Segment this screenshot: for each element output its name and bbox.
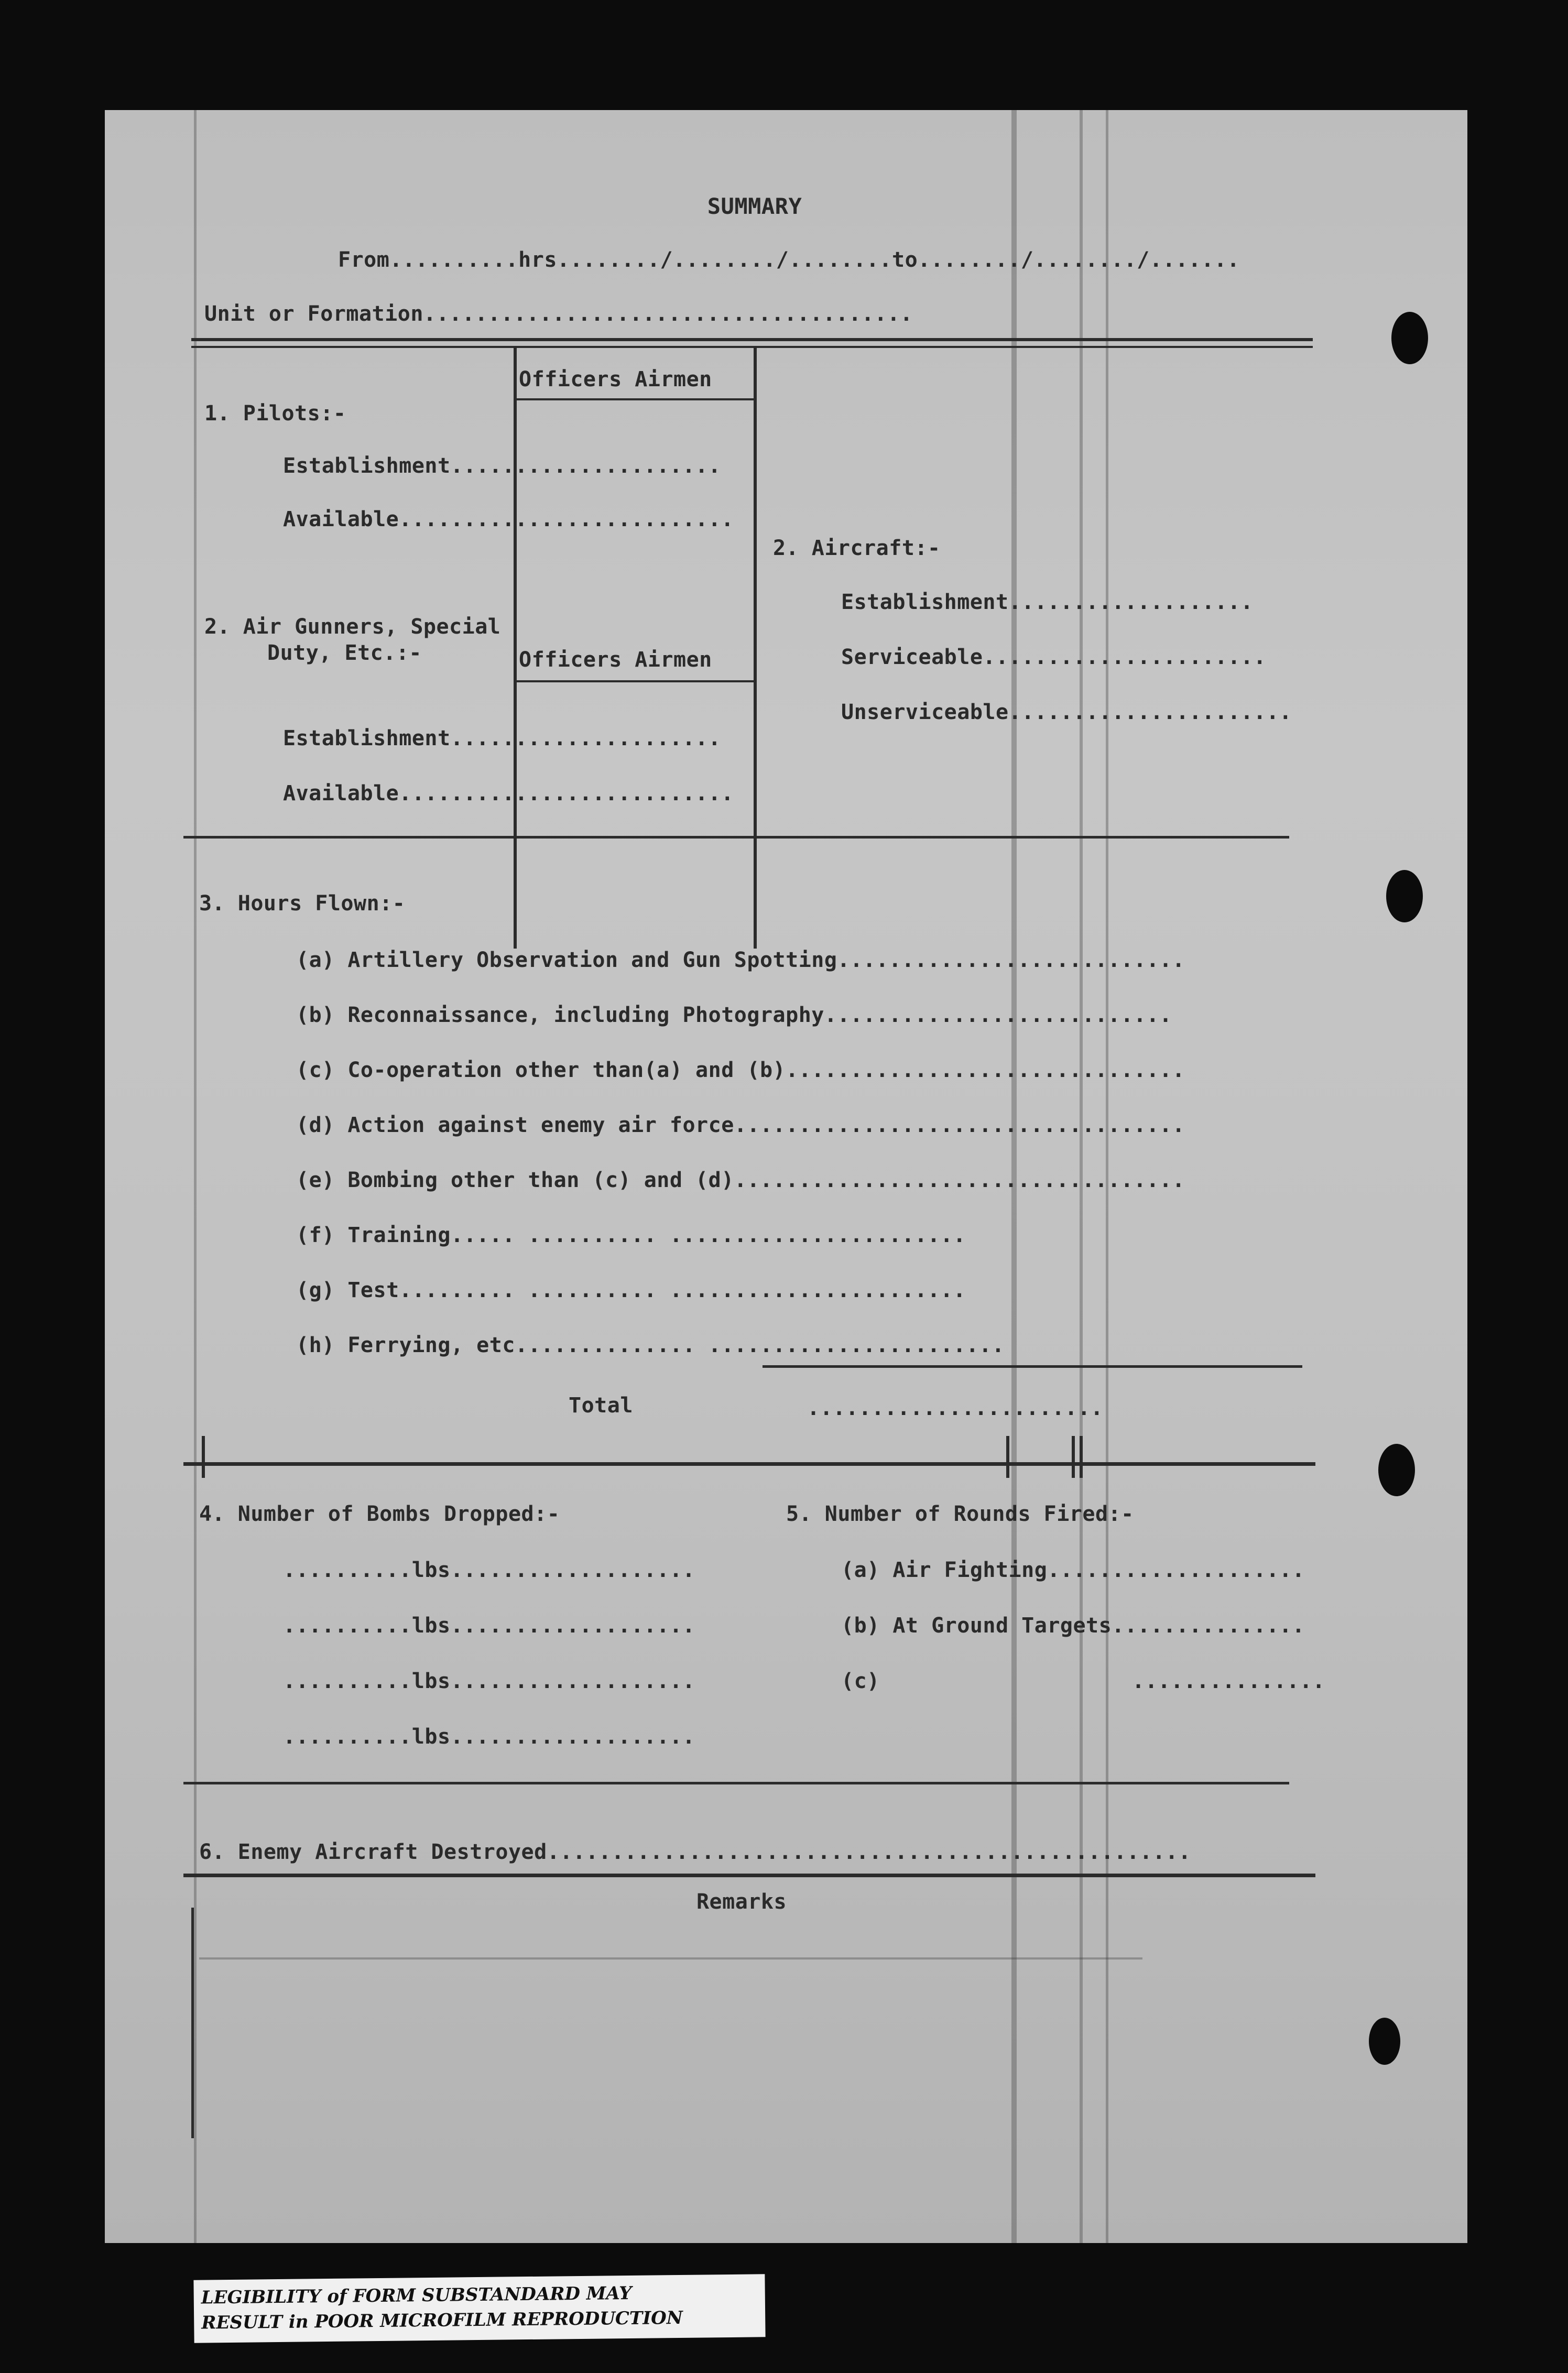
scan-artifact-line <box>194 110 197 2243</box>
remarks-faint-rule <box>199 1957 1142 1960</box>
section-rule <box>183 1782 1289 1784</box>
bombs-row: ..........lbs................... <box>283 1725 695 1749</box>
gunners-available: Available.......................... <box>283 781 734 805</box>
microfilm-legibility-note <box>193 2274 765 2343</box>
hours-item-h: (h) Ferrying, etc.............. ....................... <box>296 1333 1005 1357</box>
pilots-establishment: Establishment..................... <box>283 454 721 478</box>
rounds-ground-targets: (b) At Ground Targets............... <box>841 1614 1305 1638</box>
hours-item-b: (b) Reconnaissance, including Photography........................... <box>296 1003 1172 1027</box>
total-rule <box>763 1365 1302 1368</box>
bombs-row: ..........lbs................... <box>283 1558 695 1582</box>
pilots-heading: 1. Pilots:- <box>204 401 346 426</box>
personnel-box-right <box>754 346 757 949</box>
hours-flown-heading: 3. Hours Flown:- <box>199 891 406 916</box>
gunners-establishment: Establishment..................... <box>283 726 721 750</box>
bombs-heading: 4. Number of Bombs Dropped:- <box>199 1502 560 1526</box>
section-rule <box>183 1462 1315 1466</box>
personnel-box-left <box>514 346 517 949</box>
rounds-other-dots: ............... <box>1132 1669 1325 1693</box>
binder-hole <box>1386 870 1423 922</box>
unit-line: Unit or Formation...................................... <box>204 302 913 326</box>
bombs-row: ..........lbs................... <box>283 1669 695 1693</box>
tick-mark <box>1072 1436 1075 1478</box>
remarks-margin-line <box>191 1908 194 2138</box>
hours-item-e: (e) Bombing other than (c) and (d)................................... <box>296 1168 1185 1192</box>
gunners-heading: 2. Air Gunners, Special <box>204 615 501 639</box>
form-page <box>105 110 1467 2243</box>
officers-airmen-header: Officers Airmen <box>519 367 712 391</box>
hours-item-d: (d) Action against enemy air force................................... <box>296 1113 1185 1137</box>
form-title: SUMMARY <box>707 193 802 219</box>
top-rule <box>191 346 1313 348</box>
section-rule <box>183 1874 1315 1877</box>
remarks-label: Remarks <box>696 1890 787 1914</box>
aircraft-serviceable: Serviceable...................... <box>841 645 1267 669</box>
microfilm-note-line2: RESULT in POOR MICROFILM REPRODUCTION <box>201 2307 683 2334</box>
hours-item-f: (f) Training..... .......... ....................... <box>296 1223 966 1247</box>
enemy-aircraft-line: 6. Enemy Aircraft Destroyed.................................................. <box>199 1840 1191 1864</box>
aircraft-heading: 2. Aircraft:- <box>773 536 941 560</box>
hours-item-a: (a) Artillery Observation and Gun Spotting........................... <box>296 948 1185 972</box>
binder-hole <box>1378 1444 1415 1496</box>
microfilm-note-line1: LEGIBILITY of FORM SUBSTANDARD MAY <box>201 2282 632 2309</box>
period-line: From..........hrs......../......../........to......../......../....... <box>338 248 1240 272</box>
section-rule <box>183 836 1289 839</box>
rounds-other-label: (c) <box>841 1669 880 1693</box>
rounds-air-fighting: (a) Air Fighting.................... <box>841 1558 1305 1582</box>
officers-header-rule <box>514 398 755 400</box>
binder-hole <box>1369 2018 1400 2065</box>
binder-hole <box>1391 312 1428 364</box>
total-dots: ....................... <box>807 1396 1104 1420</box>
officers-airmen-header: Officers Airmen <box>519 648 712 672</box>
tick-mark <box>202 1436 205 1478</box>
officers-header-rule <box>514 680 755 682</box>
tick-mark <box>1006 1436 1009 1478</box>
hours-item-g: (g) Test......... .......... ....................... <box>296 1278 966 1302</box>
aircraft-establishment: Establishment................... <box>841 590 1254 614</box>
tick-mark <box>1080 1436 1083 1478</box>
gunners-heading-cont: Duty, Etc.:- <box>267 641 422 665</box>
total-label: Total <box>569 1394 633 1418</box>
top-rule <box>191 338 1313 341</box>
aircraft-unserviceable: Unserviceable...................... <box>841 700 1292 724</box>
hours-item-c: (c) Co-operation other than(a) and (b)............................... <box>296 1058 1185 1082</box>
rounds-heading: 5. Number of Rounds Fired:- <box>786 1502 1134 1526</box>
pilots-available: Available.......................... <box>283 507 734 531</box>
bombs-row: ..........lbs................... <box>283 1614 695 1638</box>
